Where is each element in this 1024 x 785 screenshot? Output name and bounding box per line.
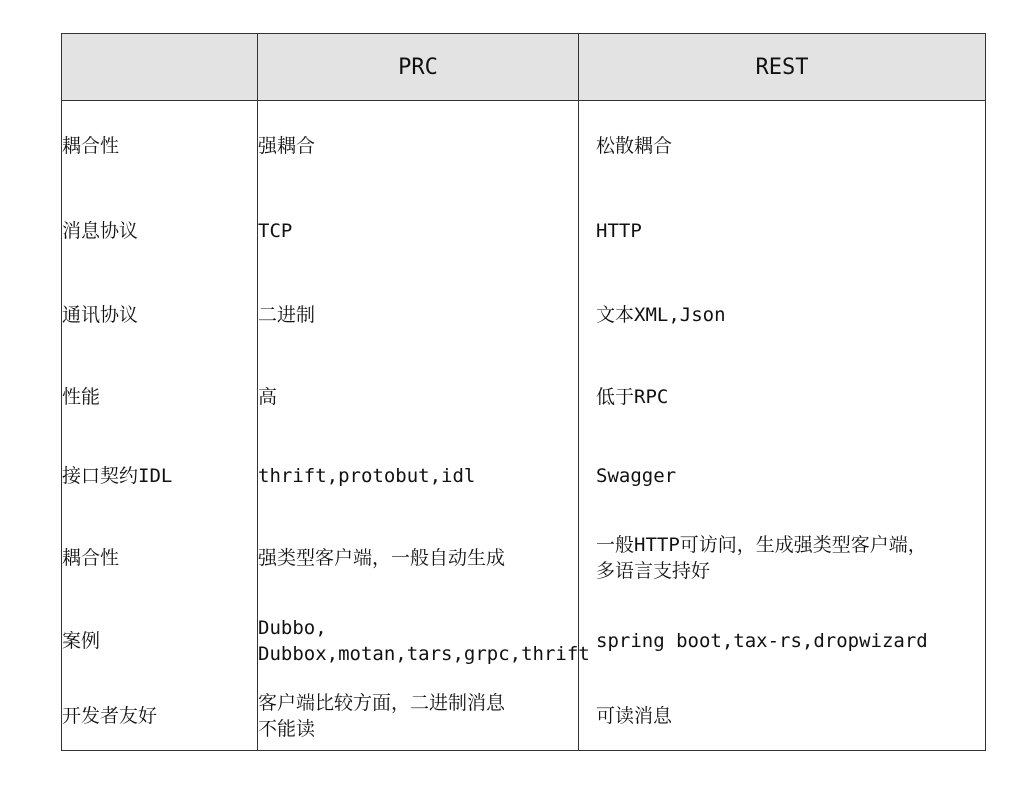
- header-rest: REST: [579, 34, 986, 101]
- rest-value: spring boot,tax-rs,dropwizard: [596, 629, 928, 652]
- row-label: [62, 683, 258, 751]
- rest-cell: [579, 101, 986, 191]
- prc-value: 强耦合: [258, 134, 316, 157]
- table-row: [62, 359, 986, 435]
- comparison-table: [61, 33, 986, 751]
- table-header: [62, 34, 986, 101]
- table-row: [62, 599, 986, 683]
- prc-cell: [258, 599, 590, 683]
- rest-cell: [579, 191, 986, 272]
- row-label-text: 耦合性: [62, 546, 120, 569]
- row-label-text: 通讯协议: [62, 304, 139, 326]
- rest-cell: [579, 272, 986, 359]
- prc-cell: [258, 435, 579, 517]
- row-label: [62, 435, 258, 517]
- row-label: [62, 272, 258, 359]
- rest-cell: [579, 683, 986, 751]
- row-label: [62, 359, 258, 435]
- rest-value: Swagger: [596, 464, 677, 487]
- rest-value: 可读消息: [596, 705, 673, 728]
- prc-cell: [258, 272, 579, 359]
- prc-cell: [258, 191, 579, 272]
- prc-value: 强类型客户端，一般自动生成: [258, 546, 506, 569]
- row-label: [62, 599, 258, 683]
- header-row: [62, 34, 986, 101]
- rest-value: 文本XML,Json: [596, 304, 726, 326]
- prc-value: TCP: [258, 220, 293, 242]
- row-label-text: 消息协议: [62, 220, 139, 242]
- table-row: [62, 272, 986, 359]
- table-body: [62, 101, 986, 751]
- rest-cell: [579, 599, 986, 683]
- rest-cell: [579, 359, 986, 435]
- rest-cell: [579, 517, 986, 599]
- table-row: [62, 683, 986, 751]
- rest-value: 低于RPC: [596, 385, 669, 408]
- rest-value: HTTP: [596, 220, 642, 242]
- row-label-text: 性能: [62, 385, 101, 408]
- prc-value: Dubbo, Dubbox,motan,tars,grpc,thrift: [258, 616, 590, 665]
- prc-cell: [258, 101, 579, 191]
- table-row: [62, 435, 986, 517]
- row-label-text: 开发者友好: [62, 705, 158, 728]
- prc-value: 二进制: [258, 304, 316, 326]
- row-label: [62, 101, 258, 191]
- prc-cell: [258, 359, 579, 435]
- prc-cell: [258, 683, 579, 751]
- header-prc: PRC: [258, 34, 579, 101]
- table-row: [62, 101, 986, 191]
- table-row: [62, 191, 986, 272]
- row-label: [62, 191, 258, 272]
- rest-value: 松散耦合: [596, 134, 673, 157]
- rest-cell: [579, 435, 986, 517]
- row-label-text: 案例: [62, 629, 101, 652]
- rest-value: 一般HTTP可访问，生成强类型客户端， 多语言支持好: [596, 533, 927, 582]
- prc-value: 客户端比较方面，二进制消息 不能读: [258, 692, 506, 741]
- table-row: [62, 517, 986, 599]
- prc-value: thrift,protobut,idl: [258, 464, 476, 487]
- prc-cell: [258, 517, 579, 599]
- prc-value: 高: [258, 385, 278, 408]
- row-label: [62, 517, 258, 599]
- row-label-text: 接口契约IDL: [62, 464, 173, 487]
- row-label-text: 耦合性: [62, 134, 120, 157]
- header-empty-cell: [62, 34, 258, 101]
